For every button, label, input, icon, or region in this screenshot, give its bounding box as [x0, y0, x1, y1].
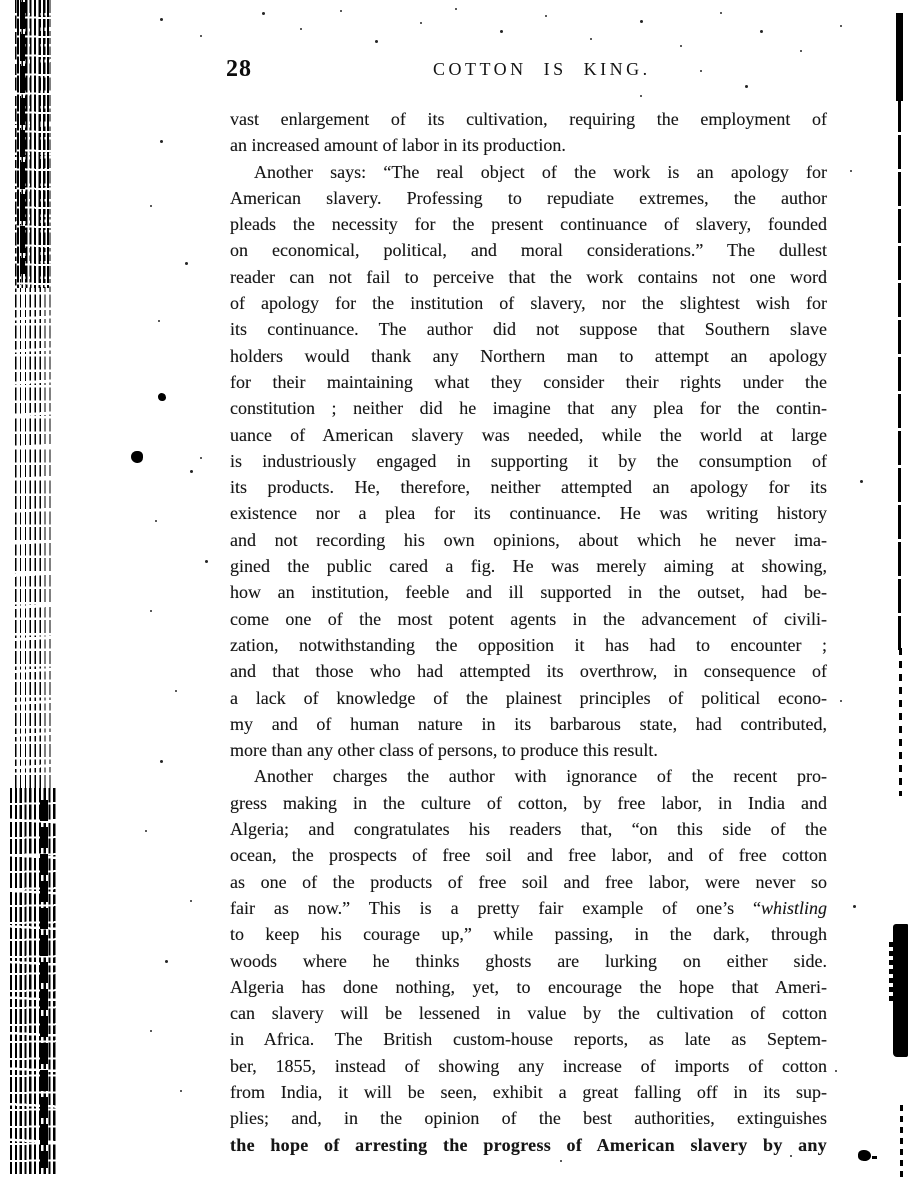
- binding-streaks-bottom: [10, 788, 58, 1174]
- right-scan-line-dashed-bottom: [900, 1105, 903, 1177]
- text-line: pleads the necessity for the present continuance of slavery, founded: [230, 214, 827, 235]
- text-line: from India, it will be seen, exhibit a great falling off in its sup-: [230, 1081, 827, 1102]
- right-scan-line-dashed: [899, 648, 902, 796]
- scan-speck: [760, 30, 763, 33]
- text-line: and that those who had attempted its overthrow, in consequence of: [230, 661, 827, 682]
- scan-speck: [180, 1090, 182, 1092]
- scan-speck: [205, 560, 208, 563]
- scan-speck: [155, 520, 157, 522]
- right-scan-line: [898, 98, 901, 650]
- right-scan-bar-top: [896, 13, 903, 101]
- text-line: to keep his courage up,” while passing, in the dark, through: [230, 924, 827, 945]
- text-line: more than any other class of persons, to produce this result.: [230, 740, 658, 761]
- scan-speck: [835, 1070, 837, 1072]
- text-line: as one of the products of free soil and free labor, were never so: [230, 871, 827, 892]
- scan-speck: [165, 960, 168, 963]
- scan-speck: [150, 1030, 152, 1032]
- scan-speck: [560, 1160, 562, 1162]
- scan-speck: [190, 470, 193, 473]
- text-line: my and of human nature in its barbarous state, had contributed,: [230, 713, 827, 734]
- text-line: uance of American slavery was needed, while the world at large: [230, 424, 827, 445]
- scan-speck: [680, 45, 682, 47]
- text-line: ocean, the prospects of free soil and free labor, and of free cotton: [230, 845, 827, 866]
- scan-speck: [160, 760, 163, 763]
- scan-speck: [200, 457, 202, 459]
- text-line: on economical, political, and moral considerations.” The dullest: [230, 240, 827, 261]
- scan-speck: [158, 320, 160, 322]
- scan-speck: [700, 70, 702, 72]
- scan-speck: [745, 85, 748, 88]
- scan-speck: [840, 700, 842, 702]
- scan-speck: [590, 38, 592, 40]
- text-line: plies; and, in the opinion of the best authorities, extinguishes: [230, 1108, 827, 1129]
- text-line: can slavery will be lessened in value by the cultivation of cotton: [230, 1003, 827, 1024]
- scan-speck: [262, 12, 265, 15]
- scan-speck: [500, 30, 503, 33]
- text-line: Algeria; and congratulates his readers that, “on this side of the: [230, 819, 827, 840]
- scan-speck: [200, 35, 202, 37]
- scan-speck: [640, 20, 643, 23]
- ink-blob: [131, 451, 143, 463]
- scan-speck: [190, 900, 192, 902]
- text-line: gress making in the culture of cotton, by free labor, in India and: [230, 792, 827, 813]
- ink-blob: [858, 1150, 871, 1161]
- text-line: Algeria has done nothing, yet, to encourage the hope that Ameri-: [230, 976, 827, 997]
- text-line: its products. He, therefore, neither attempted an apology for its: [230, 477, 827, 498]
- text-line: American slavery. Professing to repudiate extremes, the author: [230, 187, 827, 208]
- text-line: in Africa. The British custom-house reports, as late as Septem-: [230, 1029, 827, 1050]
- text-line: Another says: “The real object of the work is an apology for: [254, 161, 827, 182]
- page-body: [230, 106, 827, 1158]
- text-line: reader can not fail to perceive that the work contains not one word: [230, 266, 827, 287]
- scan-speck: [850, 170, 852, 172]
- running-head: COTTON IS KING.: [433, 59, 651, 79]
- scan-speck: [545, 15, 547, 17]
- scan-speck: [160, 18, 163, 21]
- scan-speck: [420, 22, 422, 24]
- scan-speck: [800, 50, 802, 52]
- text-line: gined the public cared a fig. He was merely aiming at showing,: [230, 556, 827, 577]
- text-line: Another charges the author with ignorance of the recent pro-: [254, 766, 827, 787]
- text-line: fair as now.” This is a pretty fair example of one’s “whistling: [230, 897, 827, 918]
- binding-spine-line: [20, 2, 25, 274]
- ink-blob: [158, 393, 166, 401]
- text-line: the hope of arresting the progress of American slavery by any: [230, 1134, 827, 1155]
- text-line: woods where he thinks ghosts are lurking on either side.: [230, 950, 827, 971]
- binding-spine-line-bottom: [40, 800, 48, 1168]
- scan-speck: [340, 10, 342, 12]
- scan-speck: [175, 690, 177, 692]
- scan-speck: [150, 205, 152, 207]
- text-line: come one of the most potent agents in the advancement of civili-: [230, 608, 827, 629]
- text-line: vast enlargement of its cultivation, requiring the employment of: [230, 109, 827, 129]
- text-line: a lack of knowledge of the plainest principles of political econo-: [230, 687, 827, 708]
- scan-speck: [160, 140, 163, 143]
- text-line: of apology for the institution of slavery, nor the slightest wish for: [230, 293, 827, 314]
- scan-speck: [860, 480, 863, 483]
- scan-speck: [375, 40, 378, 43]
- text-line: an increased amount of labor in its production.: [230, 135, 566, 156]
- scan-speck: [840, 25, 842, 27]
- scan-speck: [145, 830, 147, 832]
- text-line: constitution ; neither did he imagine that any plea for the contin-: [230, 398, 827, 419]
- text-line: ber, 1855, instead of showing any increase of imports of cotton: [230, 1055, 827, 1076]
- text-line: existence nor a plea for its continuance. He was writing history: [230, 503, 827, 524]
- text-line: is industriously engaged in supporting it by the consumption of: [230, 450, 827, 471]
- scan-speck: [300, 28, 302, 30]
- page-number: 28: [226, 56, 252, 82]
- text-line: and not recording his own opinions, about which he never ima-: [230, 529, 827, 550]
- scan-speck: [455, 8, 457, 10]
- text-line: holders would thank any Northern man to attempt an apology: [230, 345, 827, 366]
- text-line: for their maintaining what they consider their rights under the: [230, 371, 827, 392]
- scan-speck: [640, 95, 642, 97]
- scan-speck: [150, 610, 152, 612]
- text-line: how an institution, feeble and ill supported in the outset, had be-: [230, 582, 827, 603]
- scan-speck: [720, 12, 722, 14]
- scan-speck: [185, 262, 188, 265]
- text-line: zation, notwithstanding the opposition it has had to encounter ;: [230, 634, 827, 655]
- text-line: its continuance. The author did not suppose that Southern slave: [230, 319, 827, 340]
- right-scan-bar-thick: [893, 924, 908, 1057]
- scan-speck: [853, 905, 856, 908]
